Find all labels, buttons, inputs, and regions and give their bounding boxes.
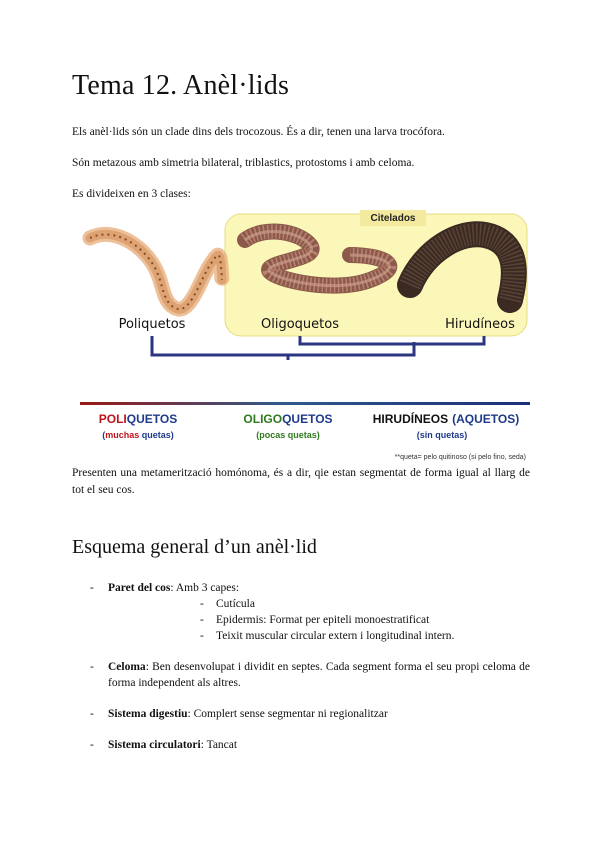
label-poliquetos: Poliquetos (118, 317, 186, 332)
strip-hirudineos-sub: (sin quetas) (416, 430, 468, 440)
paret-sublist (108, 596, 530, 644)
page-title: Tema 12. Anèl·lids (72, 70, 290, 101)
list-item-circulatori (90, 737, 530, 753)
intro-paragraph-2: Són metazous amb simetria bilateral, triblastics, protostoms i amb celoma. (72, 157, 415, 169)
metamerization-paragraph: Presenten una metamerització homónoma, és a dir, qie estan segmentat de forma igual al llarg de tot el seu cos. (72, 467, 530, 496)
section-heading: Esquema general d’un anèl·lid (72, 536, 317, 558)
strip-poliquetos-sub: (muchas quetas) (102, 430, 174, 440)
strip-queta-note: **queta= pelo quitinoso (si pelo fino, seda) (394, 454, 526, 461)
sublist-item-cuticula: - Cutícula (200, 596, 530, 612)
gradient-bar (80, 402, 530, 405)
list-item-digestiu (90, 706, 530, 722)
digestiu-text: : Complert sense segmentar ni regionalitzar (187, 708, 388, 720)
circulatori-text: : Tancat (200, 739, 238, 751)
circulatori-label: Sistema circulatori (108, 739, 201, 751)
classification-brackets (152, 336, 484, 360)
strip-poliquetos-title: POLIQUETOS (98, 412, 178, 426)
sublist-item-epidermis: - Epidermis: Format per epiteli monoestratificat (200, 612, 530, 628)
anatomy-list (90, 580, 530, 753)
digestiu-label: Sistema digestiu (108, 708, 188, 720)
label-hirudineos: Hirudíneos (445, 317, 515, 332)
strip-oligoquetos-title: OLIGOQUETOS (243, 412, 333, 426)
intro-paragraph-1: Els anèl·lids són un clade dins dels trocozous. És a dir, tenen una larva trocófora. (72, 126, 445, 138)
polychaete-image (90, 234, 222, 309)
citelados-label: Citelados (370, 213, 416, 224)
sublist-item-teixit: - Teixit muscular circular extern i longitudinal intern. (200, 628, 530, 644)
strip-oligoquetos-sub: (pocas quetas) (256, 430, 320, 440)
celoma-text: : Ben desenvolupat i dividit en septes. Cada segment forma el seu propi celoma de forma independent als altres. (108, 661, 530, 689)
strip-hirudineos-title: HIRUDÍNEOS (AQUETOS) (372, 412, 520, 426)
celoma-label: Celoma (108, 661, 146, 673)
intro-paragraph-3: Es divideixen en 3 clases: (72, 188, 191, 200)
paret-label: Paret del cos (108, 582, 171, 594)
class-definitions-strip (80, 402, 530, 464)
paret-text: : Amb 3 capes: (170, 582, 240, 594)
label-oligoquetos: Oligoquetos (261, 317, 339, 332)
list-item-paret (90, 580, 530, 644)
list-item-celoma (90, 659, 530, 691)
annelid-classes-figure (80, 210, 530, 360)
